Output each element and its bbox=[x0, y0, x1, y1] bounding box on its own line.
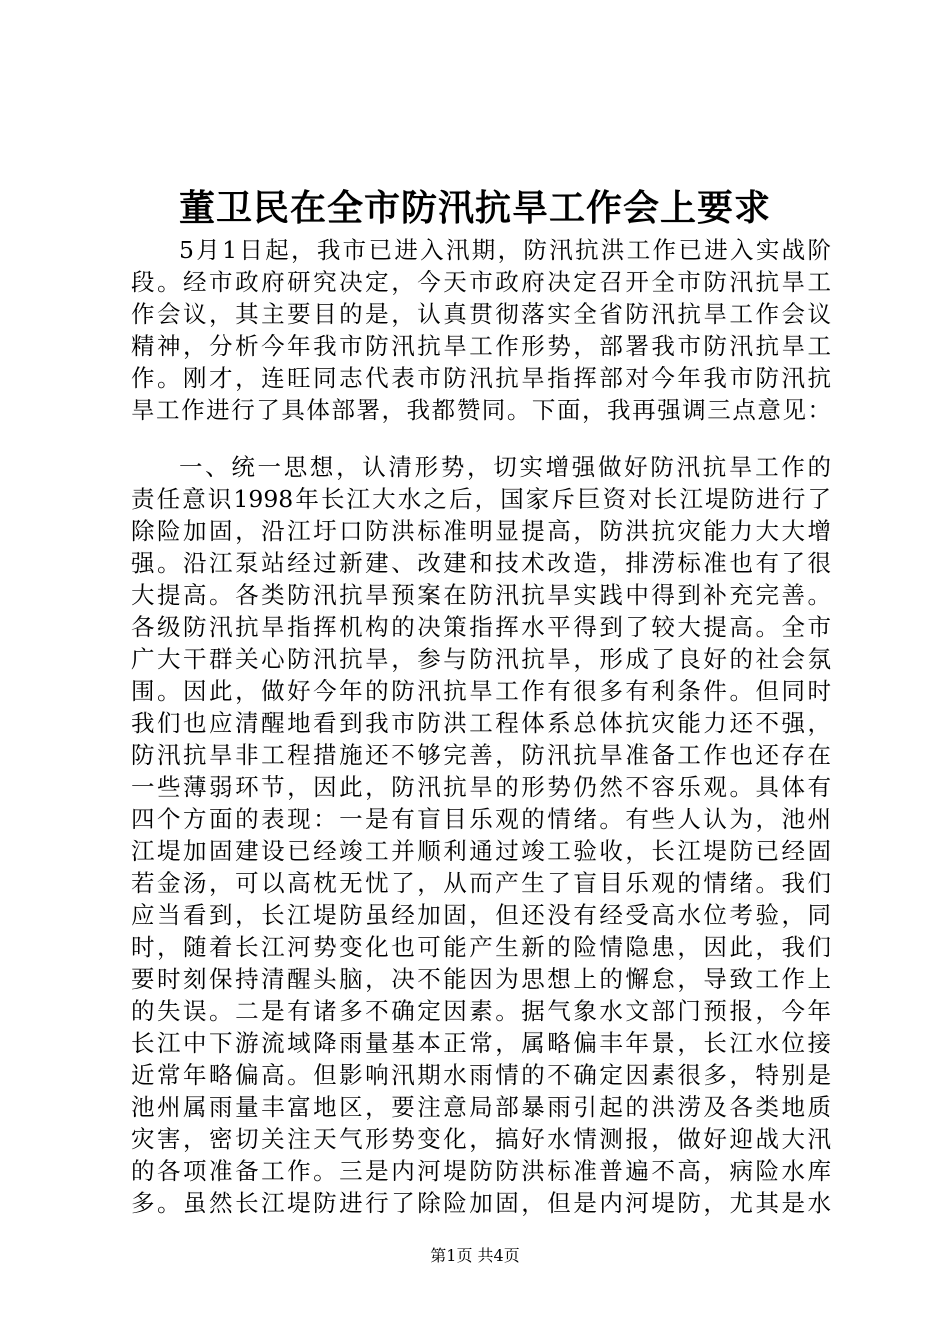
text-line: 广大干群关心防汛抗旱，参与防汛抗旱，形成了良好的社会氛 bbox=[131, 645, 831, 673]
text-line: 的各项准备工作。三是内河堤防防洪标准普遍不高，病险水库 bbox=[131, 1157, 831, 1185]
text-line: 一些薄弱环节，因此，防汛抗旱的形势仍然不容乐观。具体有 bbox=[131, 773, 831, 801]
text-line: 我们也应清醒地看到我市防洪工程体系总体抗灾能力还不强， bbox=[131, 709, 831, 737]
text-line: 各级防汛抗旱指挥机构的决策指挥水平得到了较大提高。全市 bbox=[131, 613, 831, 641]
text-line: 责任意识1998年长江大水之后，国家斥巨资对长江堤防进行了 bbox=[131, 485, 831, 513]
text-line: 作。刚才，连旺同志代表市防汛抗旱指挥部对今年我市防汛抗 bbox=[131, 364, 831, 392]
text-line: 多。虽然长江堤防进行了除险加固，但是内河堤防，尤其是水 bbox=[131, 1189, 831, 1217]
text-line: 要时刻保持清醒头脑，决不能因为思想上的懈怠，导致工作上 bbox=[131, 965, 831, 993]
text-line: 防汛抗旱非工程措施还不够完善，防汛抗旱准备工作也还存在 bbox=[131, 741, 831, 769]
text-line: 围。因此，做好今年的防汛抗旱工作有很多有利条件。但同时 bbox=[131, 677, 831, 705]
text-line: 近常年略偏高。但影响汛期水雨情的不确定因素很多，特别是 bbox=[131, 1061, 831, 1089]
text-line: 除险加固，沿江圩口防洪标准明显提高，防洪抗灾能力大大增 bbox=[131, 517, 831, 545]
text-line: 强。沿江泵站经过新建、改建和技术改造，排涝标准也有了很 bbox=[131, 549, 831, 577]
text-line: 四个方面的表现：一是有盲目乐观的情绪。有些人认为，池州 bbox=[131, 805, 831, 833]
text-line: 旱工作进行了具体部署，我都赞同。下面，我再强调三点意见： bbox=[131, 396, 831, 424]
text-line: 的失误。二是有诸多不确定因素。据气象水文部门预报，今年 bbox=[131, 997, 831, 1025]
paragraph-section-one bbox=[131, 451, 831, 1219]
page-footer: 第1页 共4页 bbox=[430, 1246, 520, 1265]
text-line: 5月1日起，我市已进入汛期，防汛抗洪工作已进入实战阶 bbox=[179, 236, 831, 264]
text-line: 若金汤，可以高枕无忧了，从而产生了盲目乐观的情绪。我们 bbox=[131, 869, 831, 897]
text-line: 江堤加固建设已经竣工并顺利通过竣工验收，长江堤防已经固 bbox=[131, 837, 831, 865]
paragraph-intro bbox=[131, 234, 831, 426]
text-line: 作会议，其主要目的是，认真贯彻落实全省防汛抗旱工作会议 bbox=[131, 300, 831, 328]
text-line: 应当看到，长江堤防虽经加固，但还没有经受高水位考验，同 bbox=[131, 901, 831, 929]
text-line: 一、统一思想，认清形势，切实增强做好防汛抗旱工作的 bbox=[179, 453, 831, 481]
document-title: 董卫民在全市防汛抗旱工作会上要求 bbox=[178, 187, 771, 229]
text-line: 时，随着长江河势变化也可能产生新的险情隐患，因此，我们 bbox=[131, 933, 831, 961]
text-line: 段。经市政府研究决定，今天市政府决定召开全市防汛抗旱工 bbox=[131, 268, 831, 296]
text-line: 长江中下游流域降雨量基本正常，属略偏丰年景，长江水位接 bbox=[131, 1029, 831, 1057]
text-line: 精神，分析今年我市防汛抗旱工作形势，部署我市防汛抗旱工 bbox=[131, 332, 831, 360]
text-line: 大提高。各类防汛抗旱预案在防汛抗旱实践中得到补充完善。 bbox=[131, 581, 831, 609]
text-line: 灾害，密切关注天气形势变化，搞好水情测报，做好迎战大汛 bbox=[131, 1125, 831, 1153]
text-line: 池州属雨量丰富地区，要注意局部暴雨引起的洪涝及各类地质 bbox=[131, 1093, 831, 1121]
